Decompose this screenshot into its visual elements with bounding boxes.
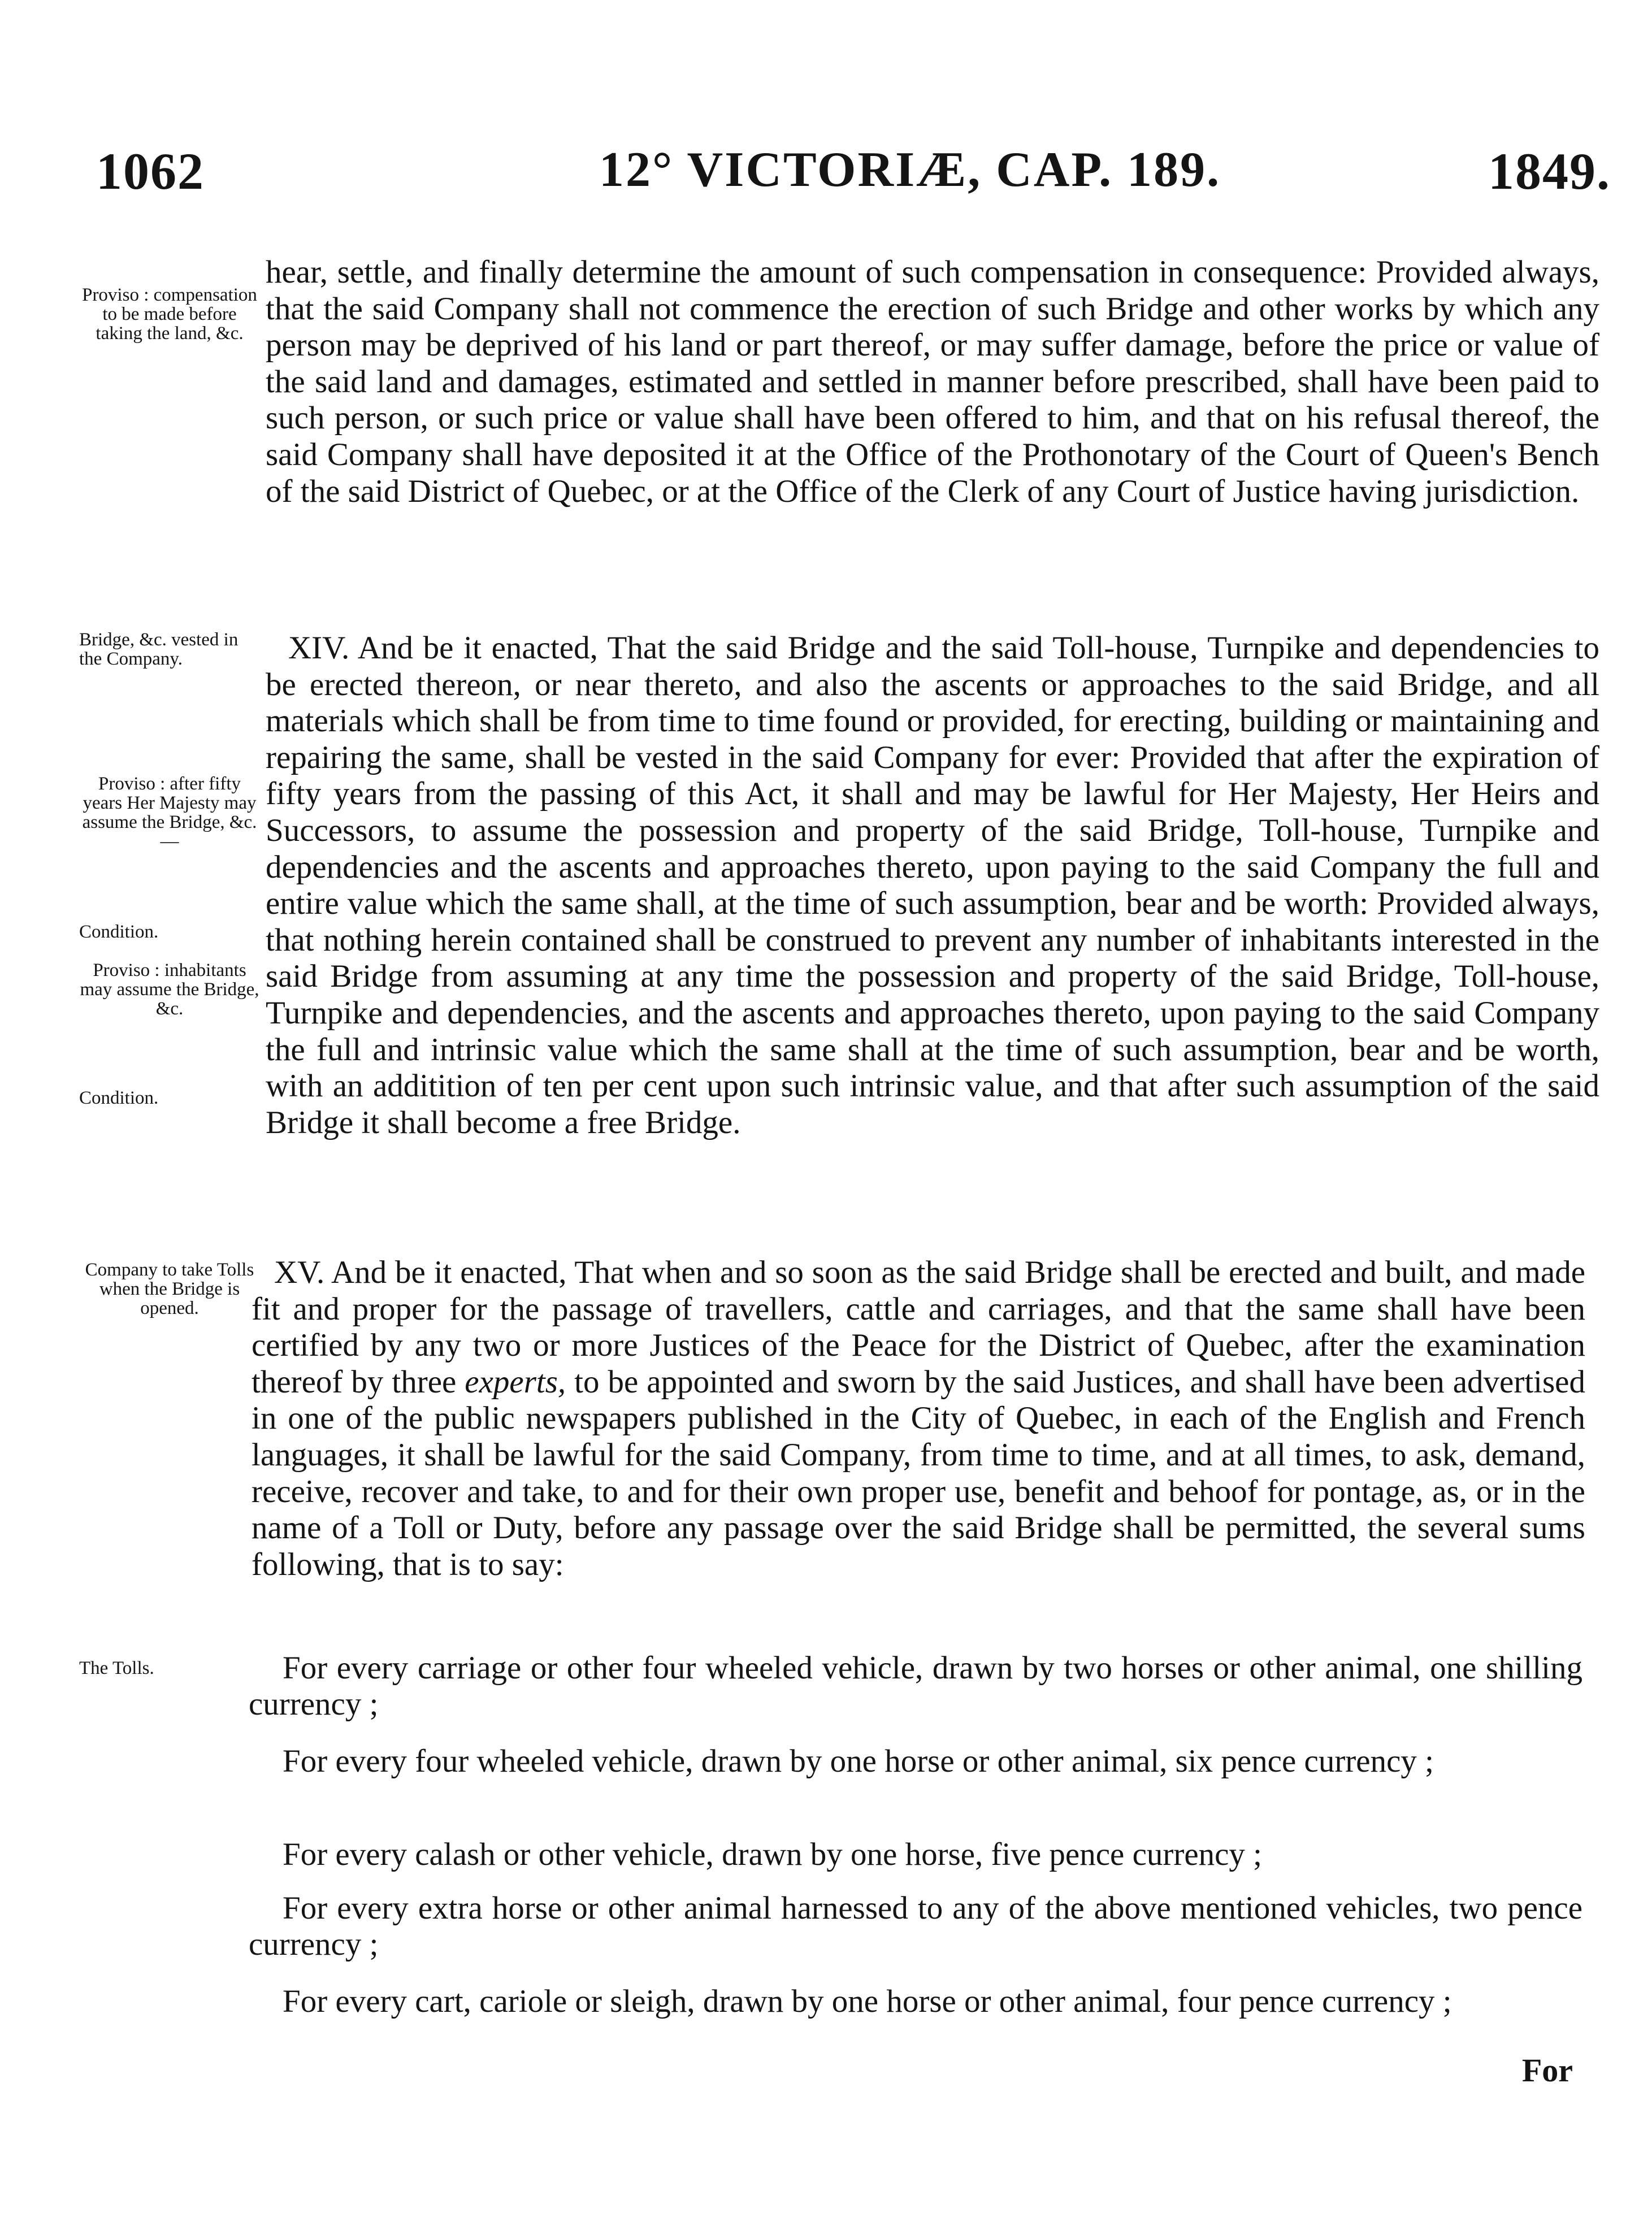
page-header	[96, 141, 1611, 220]
toll-item: For every extra horse or other animal harnessed to any of the above mentioned vehicles, two pence currency ;	[249, 1890, 1582, 1962]
sidenote-proviso-inhabitants: Proviso : inhabitants may assume the Bridge, &c.	[80, 960, 259, 1019]
section-xv	[252, 1255, 1585, 1583]
page-number: 1062	[96, 142, 205, 200]
sidenote-bridge-vested: Bridge, &c. vested in the Company.	[79, 630, 239, 669]
toll-item: For every calash or other vehicle, drawn by one horse, five pence currency ;	[283, 1837, 1263, 1872]
section-xv-text-part1: XV. And be it enacted, That when and so soon as the said Bridge shall be erected and built, and made fit and proper for the passage of travellers, cattle and carriages, and that the same shall have been certified by any two or more Justices of the Peace for the District of Quebec, after the examination thereof by three	[252, 1255, 1585, 1400]
section-xv-italic-experts: experts,	[465, 1364, 566, 1400]
year: 1849.	[1488, 142, 1611, 200]
sidenote-condition: Condition.	[79, 1088, 159, 1108]
sidenote-proviso-compensation: Proviso : compensation to be made before taking the land, &c.	[82, 285, 257, 344]
sidenote-company-tolls: Company to take Tolls when the Bridge is opened.	[85, 1260, 254, 1318]
body-paragraph	[266, 254, 1599, 510]
section-xiv-text: XIV. And be it enacted, That the said Bridge and the said Toll-house, Turnpike and dependencies to be erected thereon, or near thereto, and also the ascents or approaches to the said Bridge, and all materials which shall be from time to time found or provided, for erecting, building or maintaining and repairing the same, shall be vested in the said Company for ever: Provided that after the expiration of fifty years from the passing of this Act, it shall and may be lawful for Her Majesty, Her Heirs and Successors, to assume the possession and property of the said Bridge, Toll-house, Turnpike and dependencies and the ascents and approaches thereto, upon paying to the said Company the full and entire value which the same shall, at the time of such assumption, bear and be worth: Provided always, that nothing herein contained shall be construed to prevent any number of inhabitants interested in the said Bridge from assuming at any time the possession and property of the said Bridge, Toll-house, Turnpike and dependencies, and the ascents and approaches thereto, upon paying to the said Company the full and intrinsic value which the same shall at the time of such assumption, bear and be worth, with an additition of ten per cent upon such intrinsic value, and that after such assumption of the said Bridge it shall become a free Bridge.	[266, 630, 1599, 1140]
section-xv-text	[252, 1255, 1585, 1583]
toll-item: For every cart, cariole or sleigh, drawn by one horse or other animal, four pence currency ;	[283, 1984, 1452, 2019]
paragraph-continuation: hear, settle, and finally determine the amount of such compensation in consequence: Provided always, that the said Company shall not commence the erection of such Bridge and other works by which any person may be deprived of his land or part thereof, or may suffer damage, before the price or value of the said land and damages, estimated and settled in manner before prescribed, shall have been paid to such person, or such price or value shall have been offered to him, and that on his refusal thereof, the said Company shall have deposited it at the Office of the Prothonotary of the Court of Queen's Bench of the said District of Quebec, or at the Office of the Clerk of any Court of Justice having jurisdiction.	[266, 254, 1599, 509]
toll-item: For every carriage or other four wheeled vehicle, drawn by two horses or other animal, one shilling currency ;	[249, 1650, 1582, 1722]
catchword: For	[1521, 2052, 1573, 2089]
sidenote-condition: Condition.	[79, 922, 159, 942]
running-title: 12° VICTORIÆ, CAP. 189.	[599, 142, 1221, 197]
sidenote-proviso-fifty-years: Proviso : after fifty years Her Majesty may assume the Bridge, &c.—	[82, 774, 257, 852]
sidenote-the-tolls: The Tolls.	[79, 1658, 154, 1678]
section-xv-text-part2: to be appointed and sworn by the said Justices, and shall have been advertised in one of the public newspapers published in the City of Quebec, in each of the English and French languages, it shall be lawful for the said Company, from time to time, and at all times, to ask, demand, receive, recover and take, to and for their own proper use, benefit and behoof for pontage, as, or in the name of a Toll or Duty, before any passage over the said Bridge shall be permitted, the several sums following, that is to say:	[252, 1364, 1585, 1582]
section-xiv	[266, 630, 1599, 1141]
toll-item: For every four wheeled vehicle, drawn by one horse or other animal, six pence currency ;	[283, 1743, 1434, 1779]
